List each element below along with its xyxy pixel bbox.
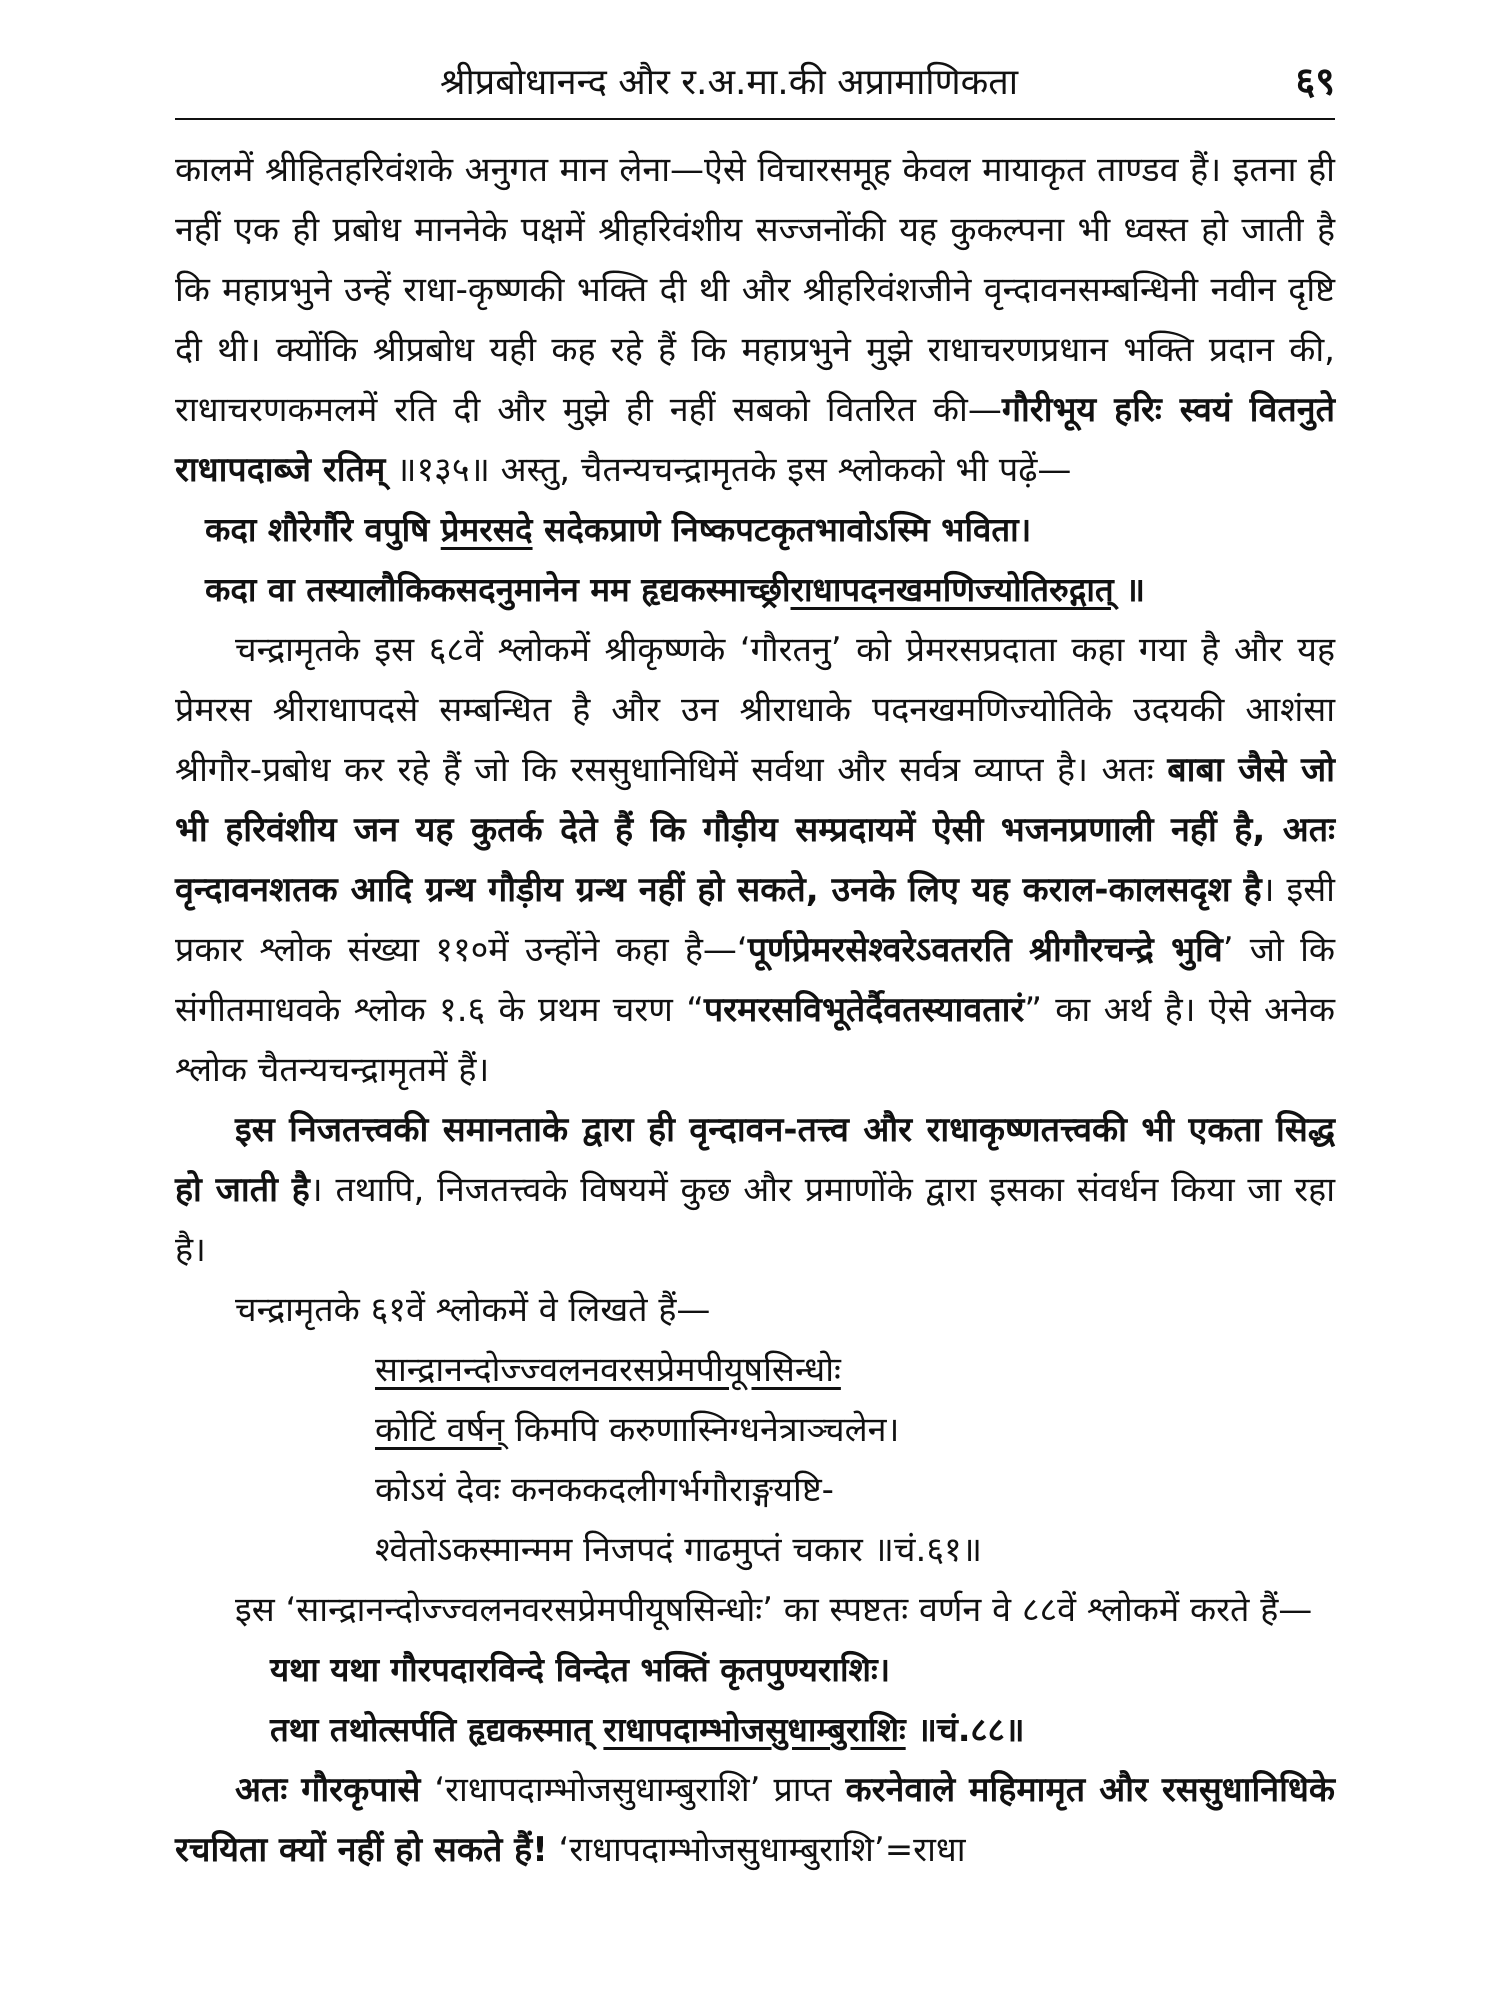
running-header bbox=[175, 48, 1335, 120]
page-body bbox=[175, 140, 1335, 1880]
verse-block-68 bbox=[175, 500, 1335, 620]
paragraph-5: इस ‘सान्द्रानन्दोज्ज्वलनवरसप्रेमपीयूषसिन्धोः’ का स्पष्टतः वर्णन वे ८८वें श्लोकमें करते हैं— bbox=[235, 1590, 1313, 1630]
verse-68-line-1: कदा शौरेर्गौरे वपुषि प्रेमरसदे सदेकप्राणे निष्कपटकृतभावोऽस्मि भविता। bbox=[205, 510, 1032, 549]
paragraph-2-bold-quote: पूर्णप्रेमरसेश्वरेऽवतरति श्रीगौरचन्द्रे भुवि bbox=[747, 930, 1223, 970]
verse-61-line-2: कोटिं वर्षन् किमपि करुणास्निग्धनेत्राञ्चलेन। bbox=[375, 1410, 900, 1450]
verse-61-line-1 bbox=[375, 1340, 1335, 1400]
verse-88-line-1: यथा यथा गौरपदारविन्दे विन्देत भक्तिं कृतपुण्यराशिः। bbox=[270, 1650, 891, 1689]
paragraph-1-bold-quote: गौरीभूय हरिः स्वयं वितनुते राधापदाब्जे रतिम् bbox=[175, 390, 1335, 490]
verse-block-61 bbox=[175, 1340, 1335, 1580]
paragraph-6: अतः गौरकृपासे ‘राधापदाम्भोजसुधाम्बुराशि’ प्राप्त करनेवाले महिमामृत और रससुधानिधिके रचयिता क्यों नहीं हो सकते हैं! ‘राधापदाम्भोजसुधाम्बुराशि’=राधा bbox=[175, 1770, 1335, 1870]
paragraph-4: चन्द्रामृतके ६१वें श्लोकमें वे लिखते हैं— bbox=[235, 1290, 711, 1330]
verse-88-line-2: तथा तथोत्सर्पति हृद्यकस्मात् राधापदाम्भोजसुधाम्बुराशिः ॥चं.८८॥ bbox=[270, 1710, 1025, 1749]
verse-61-underlined-1: सान्द्रानन्दोज्ज्वलनवरसप्रेमपीयूषसिन्धोः bbox=[375, 1350, 841, 1390]
verse-68-line-2: कदा वा तस्यालौकिकसदनुमानेन मम हृद्यकस्माच्छ्रीराधापदनखमणिज्योतिरुद्गात् ॥ bbox=[205, 570, 1145, 609]
verse-68-underlined-2: राधापदनखमणिज्योतिरुद्गात् bbox=[790, 570, 1114, 609]
paragraph-1-tail: ॥१३५॥ अस्तु, चैतन्यचन्द्रामृतके इस श्लोकको भी पढ़ें— bbox=[385, 450, 1072, 490]
paragraph-1 bbox=[175, 140, 1335, 500]
paragraph-2-bold-sangita: परमरसविभूतेर्दैवतस्यावतारं bbox=[703, 990, 1025, 1030]
verse-68-underlined-1: प्रेमरसदे bbox=[440, 510, 533, 549]
verse-61-line-3: कोऽयं देवः कनककदलीगर्भगौराङ्गयष्टि- bbox=[375, 1470, 834, 1510]
paragraph-2-bold-1: बाबा जैसे जो भी हरिवंशीय जन यह कुतर्क देते हैं कि गौड़ीय सम्प्रदायमें ऐसी भजनप्रणाली नहीं है, अतः वृन्दावनशतक आदि ग्रन्थ गौड़ीय ग्रन्थ नहीं हो सकते, उनके लिए यह कराल-कालसदृश है bbox=[175, 750, 1335, 910]
verse-61-underlined-2: कोटिं वर्षन् bbox=[375, 1410, 505, 1450]
paragraph-3: इस निजतत्त्वकी समानताके द्वारा ही वृन्दावन-तत्त्व और राधाकृष्णतत्त्वकी भी एकता सिद्ध हो जाती है। तथापि, निजतत्त्वके विषयमें कुछ और प्रमाणोंके द्वारा इसका संवर्धन किया जा रहा है। bbox=[175, 1110, 1335, 1270]
paragraph-3-bold: इस निजतत्त्वकी समानताके द्वारा ही वृन्दावन-तत्त्व और राधाकृष्णतत्त्वकी भी एकता सिद्ध हो जाती है bbox=[175, 1110, 1335, 1210]
running-title: श्रीप्रबोधानन्द और र.अ.मा.की अप्रामाणिकता bbox=[440, 62, 1019, 103]
verse-61-line-4: श्वेतोऽकस्मान्मम निजपदं गाढमुप्तं चकार ॥चं.६१॥ bbox=[375, 1530, 983, 1570]
verse-88-underlined: राधापदाम्भोजसुधाम्बुराशिः bbox=[603, 1710, 906, 1749]
page-number: ६९ bbox=[1295, 59, 1335, 103]
paragraph-1-text: कालमें श्रीहितहरिवंशके अनुगत मान लेना—ऐसे विचारसमूह केवल मायाकृत ताण्डव हैं। इतना ही नहीं एक ही प्रबोध माननेके पक्षमें श्रीहरिवंशीय सज्जनोंकी यह कुकल्पना भी ध्वस्त हो जाती है कि महाप्रभुने उन्हें राधा-कृष्णकी भक्ति दी थी और श्रीहरिवंशजीने वृन्दावनसम्बन्धिनी नवीन दृष्टि दी थी। क्योंकि श्रीप्रबोध यही कह रहे हैं कि महाप्रभुने मुझे राधाचरणप्रधान भक्ति प्रदान की, राधाचरणकमलमें रति दी और मुझे ही नहीं सबको वितरित की— bbox=[175, 150, 1335, 430]
paragraph-2: चन्द्रामृतके इस ६८वें श्लोकमें श्रीकृष्णके ‘गौरतनु’ को प्रेमरसप्रदाता कहा गया है और यह प्रेमरस श्रीराधापदसे सम्बन्धित है और उन श्रीराधाके पदनखमणिज्योतिके उदयकी आशंसा श्रीगौर-प्रबोध कर रहे हैं जो कि रससुधानिधिमें सर्वथा और सर्वत्र व्याप्त है। अतः बाबा जैसे जो भी हरिवंशीय जन यह कुतर्क देते हैं कि गौड़ीय सम्प्रदायमें ऐसी भजनप्रणाली नहीं है, अतः वृन्दावनशतक आदि ग्रन्थ गौड़ीय ग्रन्थ नहीं हो सकते, उनके लिए यह कराल-कालसदृश है। इसी प्रकार श्लोक संख्या ११०में उन्होंने कहा है—‘पूर्णप्रेमरसेश्वरेऽवतरति श्रीगौरचन्द्रे भुवि’ जो कि संगीतमाधवके श्लोक १.६ के प्रथम चरण “परमरसविभूतेर्दैवतस्यावतारं” का अर्थ है। ऐसे अनेक श्लोक चैतन्यचन्द्रामृतमें हैं। bbox=[175, 630, 1335, 1090]
verse-block-88 bbox=[175, 1640, 1335, 1760]
